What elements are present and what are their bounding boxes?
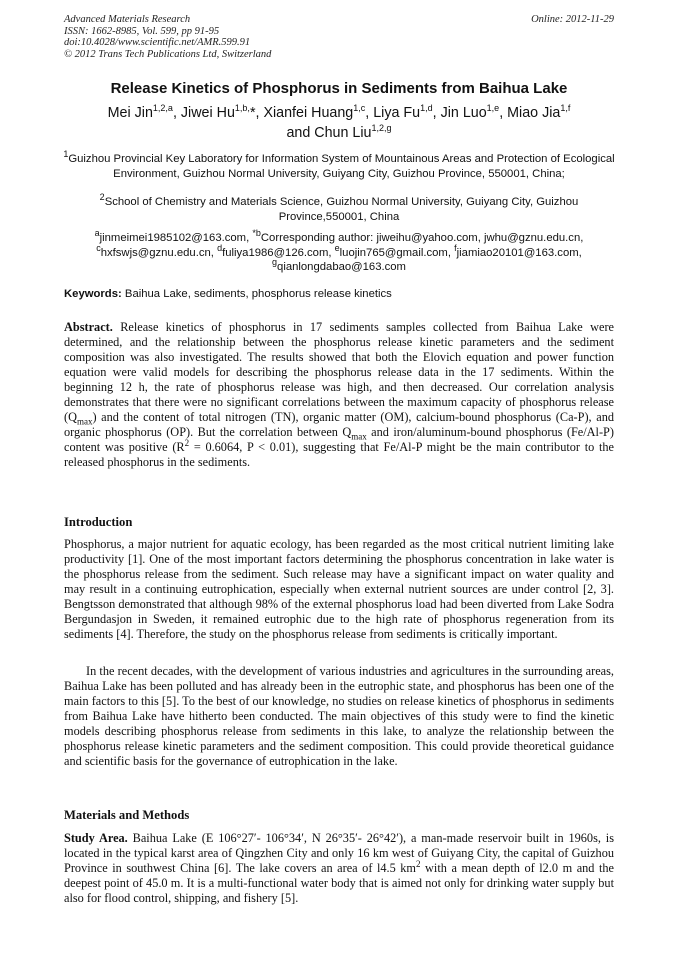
affiliation-text: School of Chemistry and Materials Science, Guizhou Normal University, Guiyang City, Guizhou Province,550001, China: [104, 196, 579, 223]
author-name: , Liya Fu: [365, 105, 421, 121]
abstract-text: and iron/aluminum-bound phosphorus (Fe/Al-P) content was positive (R: [64, 425, 614, 454]
affiliation-marker: 2: [99, 192, 105, 203]
author-name: Mei Jin: [107, 105, 153, 121]
abstract-text: ) and the content of total nitrogen (TN), organic matter (OM), calcium-bound phosphorus (Ca-P), and organic phosphorus (OP). But the correlation between Q: [64, 410, 614, 439]
study-area-text: with a mean depth of l2.0 m and the deepest point of 45.0 m. It is a multi-functional water body that is aimed not only for drinking water supply but also for flood control, shipping, and fishery [5].: [64, 861, 615, 905]
email: jiamiao20101@163.com,: [456, 246, 582, 259]
email-marker: d: [217, 242, 223, 253]
email: luojin765@gmail.com,: [339, 246, 455, 259]
subscript: max: [351, 431, 367, 442]
author-list: [58, 103, 620, 143]
author-emails: [62, 228, 616, 275]
copyright-line: © 2012 Trans Tech Publications Ltd, Switzerland: [64, 48, 272, 60]
email: jinmeimei1985102@163.com,: [99, 232, 253, 244]
superscript: 2: [184, 437, 190, 448]
author-name: , Jin Luo: [432, 105, 487, 121]
introduction-paragraph-2: In the recent decades, with the development of various industries and agricultures in the surrounding areas, Baihua Lake has been polluted and has already been in the eutrophic state, and phosphorus has been one of the main factors to this [5]. To the best of our knowledge, no studies on release kinetics of phosphorus in sediments from Baihua Lake have hitherto been conducted. The main objectives of this study were to find the kinetic models describing phosphorus release from sediments in this lake, to analyze the relationship between the phosphorus release kinetic parameters and the sediment composition. This could provide theoretical guidance and scientific basis for the governance of eutrophication in the lake.: [64, 664, 614, 768]
study-area-text: Baihua Lake (E 106°27′- 106°34′, N 26°35′- 26°42′), a man-made reservoir built in 1960s, is located in the typical karst area of Qingzhen City and only 16 km west of Guiyang City, the capital of Guizhou Province in southwest China [6]. The lake covers an area of l4.5 km: [64, 831, 614, 875]
introduction-paragraph-1: Phosphorus, a major nutrient for aquatic ecology, has been regarded as the most critical nutrient limiting lake productivity [1]. One of the most important factors determining the phosphorus concentration in lake water is the phosphorus release from the sediment. Such release may have a significant impact on water quality and may result in a continuing eutrophication, especially when external nutrient sources are under control [2, 3]. Bengtsson demonstrated that although 98% of the external phosphorus load had been diverted from Lake Sodra Bergundasjon in Sweden, it remained eutrophic due to the high rate of phosphorus regeneration from its sediments [4]. Therefore, the study on the phosphorus release from sediments is critically important.: [64, 537, 614, 641]
subscript: max: [76, 416, 93, 427]
study-area-label: Study Area.: [64, 831, 128, 845]
superscript: 2: [416, 858, 421, 869]
abstract-text: Release kinetics of phosphorus in 17 sediments samples collected from Baihua Lake were determined, and the relationship between the phosphorus release kinetic parameters and the sediment composition was also investigated. The results showed that both the Elovich equation and power function equation were valid models for describing the phosphorus release data in the 17 sediments. Within the beginning 12 h, the rate of phosphorus release was high, and then decreased. Our correlation analysis demonstrates that there were no significant correlations between the maximum capacity of phosphorus release (Q: [64, 320, 614, 424]
email-marker: f: [454, 242, 457, 253]
email: hxfswjs@gznu.edu.cn,: [100, 246, 218, 259]
email: qianlongdabao@163.com: [277, 261, 406, 273]
abstract-text: = 0.6064, P < 0.01), suggesting that Fe/Al-P might be the main contributor to the released phosphorus in the sediments.: [64, 440, 614, 469]
author-name: , Jiwei Hu: [172, 105, 235, 121]
doi-line: doi:10.4028/www.scientific.net/AMR.599.91: [64, 37, 251, 48]
author-marker: 1,f: [560, 103, 571, 114]
author-marker: 1,b,: [234, 103, 250, 114]
email-marker: *b: [252, 228, 261, 239]
author-marker: 1,c: [353, 103, 366, 114]
paper-title: Release Kinetics of Phosphorus in Sediments from Baihua Lake: [110, 80, 568, 97]
author-marker: 1,2,a: [152, 103, 173, 114]
author-name: , Miao Jia: [499, 105, 561, 121]
abstract-label: Abstract.: [64, 320, 113, 334]
study-area-paragraph: [64, 831, 614, 906]
affiliation-text: Guizhou Provincial Key Laboratory for Information System of Mountainous Areas and Protection of Ecological Environment, Guizhou Normal University, Guiyang City, Guizhou Province, 550001, China;: [68, 153, 615, 180]
email-marker: e: [334, 242, 340, 253]
author-name: and Chun Liu: [286, 125, 372, 141]
author-marker: 1,d: [420, 103, 433, 114]
affiliation-1: [62, 149, 616, 182]
introduction-heading: Introduction: [64, 515, 133, 529]
email-marker: a: [94, 228, 100, 239]
journal-header: [64, 14, 614, 60]
keywords-label: Keywords:: [64, 288, 122, 300]
keywords: [64, 287, 616, 302]
journal-name: Advanced Materials Research: [64, 14, 191, 25]
keywords-text: Baihua Lake, sediments, phosphorus release kinetics: [121, 288, 392, 300]
author-marker: 1,2,g: [371, 123, 392, 134]
issn-line: ISSN: 1662-8985, Vol. 599, pp 91-95: [64, 25, 220, 37]
online-date: Online: 2012-11-29: [531, 14, 614, 25]
author-marker: 1,e: [486, 103, 500, 114]
affiliation-marker: 1: [63, 149, 69, 160]
abstract: [64, 320, 614, 470]
email-marker: c: [96, 242, 101, 253]
affiliation-2: [62, 192, 616, 225]
email: Corresponding author: jiweihu@yahoo.com, jwhu@gznu.edu.cn,: [260, 232, 584, 244]
email-marker: g: [272, 257, 278, 268]
methods-heading: Materials and Methods: [64, 808, 190, 822]
email: fuliya1986@126.com,: [222, 246, 335, 259]
author-name: *, Xianfei Huang: [249, 105, 354, 121]
